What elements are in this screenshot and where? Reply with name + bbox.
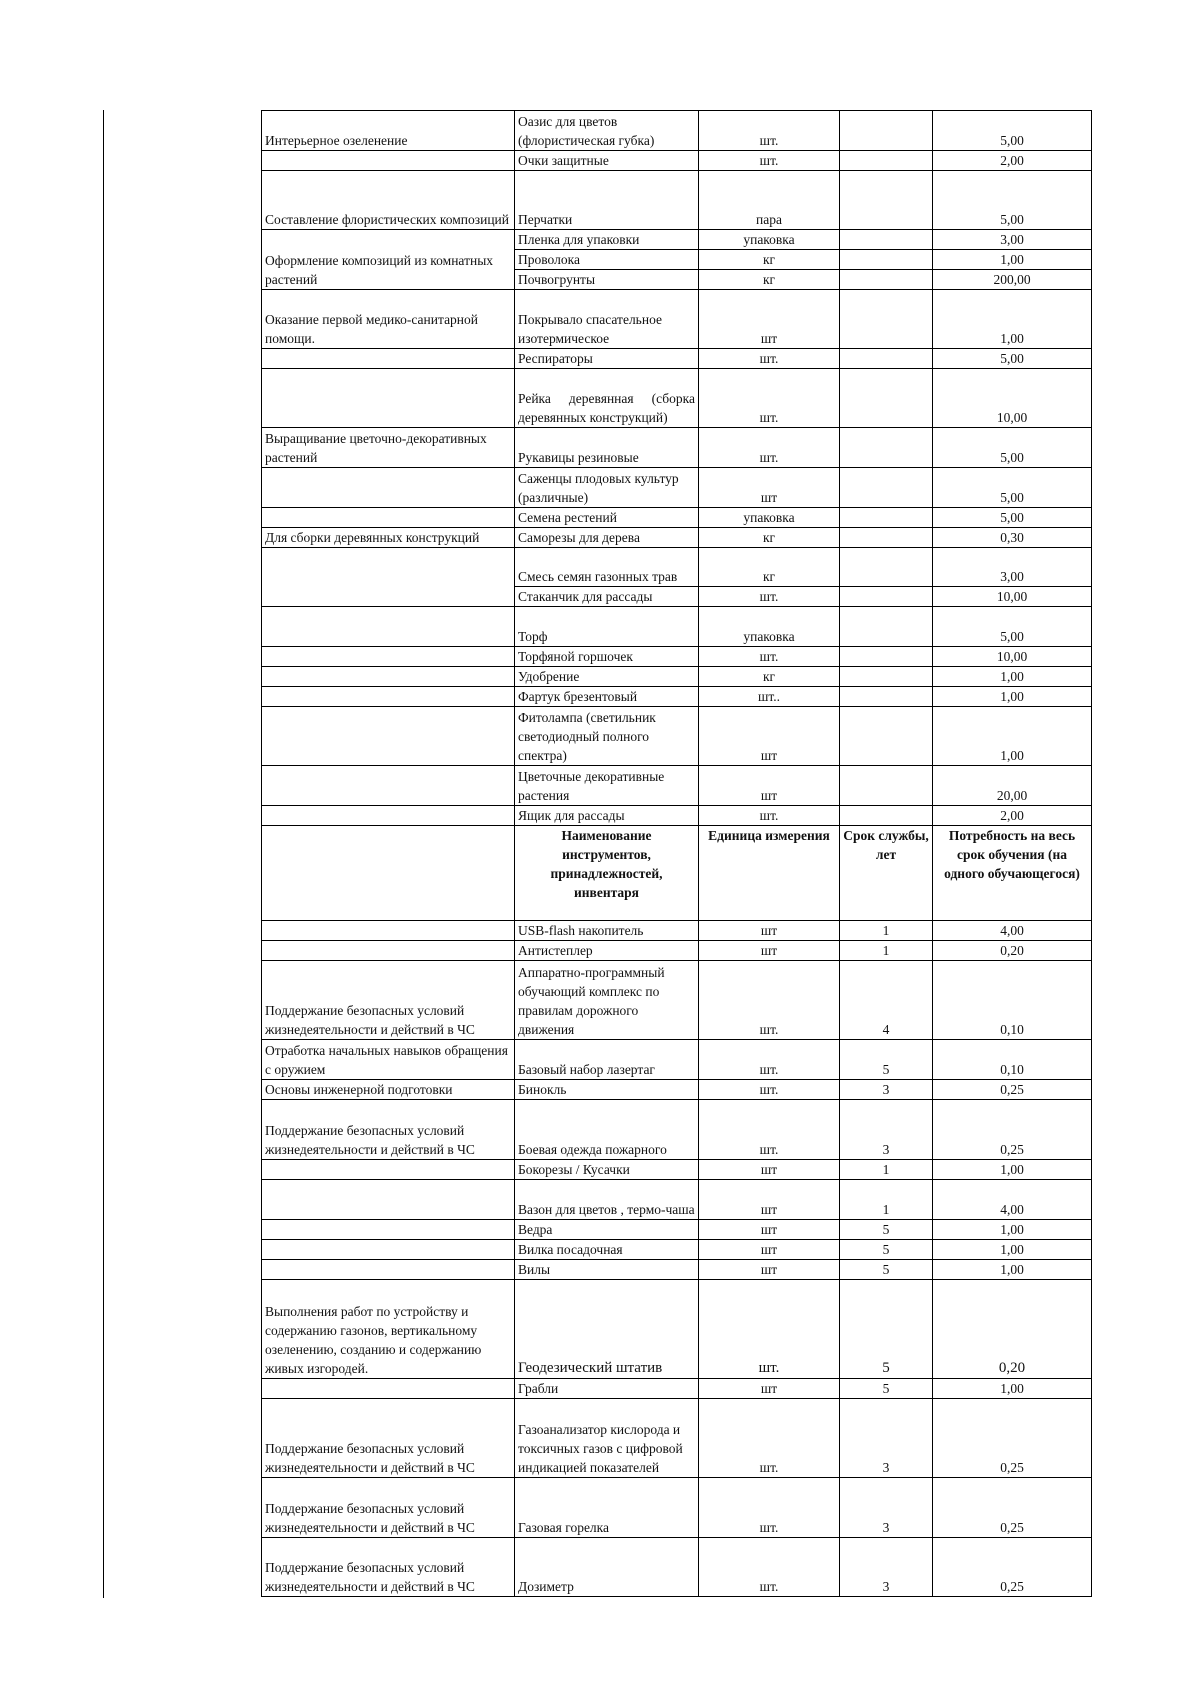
unit-cell: шт.. bbox=[699, 687, 840, 707]
service-life-cell bbox=[840, 468, 933, 508]
table-row bbox=[262, 921, 1092, 941]
activity-cell bbox=[262, 151, 515, 171]
activity-cell: Отработка начальных навыков обращения с оружием bbox=[262, 1040, 515, 1080]
unit-cell: шт bbox=[699, 941, 840, 961]
activity-cell bbox=[262, 941, 515, 961]
service-life-cell bbox=[840, 766, 933, 806]
table-row bbox=[262, 667, 1092, 687]
service-life-cell: 5 bbox=[840, 1260, 933, 1280]
need-cell: 4,00 bbox=[933, 1180, 1092, 1220]
activity-cell bbox=[262, 1260, 515, 1280]
table-row bbox=[262, 369, 1092, 428]
need-cell: 1,00 bbox=[933, 707, 1092, 766]
need-cell: 5,00 bbox=[933, 468, 1092, 508]
table-row bbox=[262, 607, 1092, 647]
unit-cell: шт. bbox=[699, 806, 840, 826]
unit-cell: шт. bbox=[699, 151, 840, 171]
need-cell: 2,00 bbox=[933, 806, 1092, 826]
item-name-cell: Боевая одежда пожарного bbox=[515, 1100, 699, 1160]
activity-cell bbox=[262, 1180, 515, 1220]
table-row bbox=[262, 508, 1092, 528]
service-life-cell: 3 bbox=[840, 1080, 933, 1100]
need-cell: 1,00 bbox=[933, 290, 1092, 349]
item-name-cell: Почвогрунты bbox=[515, 270, 699, 290]
need-cell: 10,00 bbox=[933, 369, 1092, 428]
unit-cell: шт bbox=[699, 1160, 840, 1180]
activity-cell bbox=[262, 548, 515, 607]
item-name-cell: Стаканчик для рассады bbox=[515, 587, 699, 607]
table-row bbox=[262, 766, 1092, 806]
unit-cell: кг bbox=[699, 528, 840, 548]
activity-cell: Основы инженерной подготовки bbox=[262, 1080, 515, 1100]
unit-cell: упаковка bbox=[699, 508, 840, 528]
item-name-cell: Бокорезы / Кусачки bbox=[515, 1160, 699, 1180]
activity-cell: Оформление композиций из комнатных растений bbox=[262, 230, 515, 290]
need-cell: 1,00 bbox=[933, 1260, 1092, 1280]
table-row bbox=[262, 687, 1092, 707]
table-row bbox=[262, 961, 1092, 1040]
table-row bbox=[262, 468, 1092, 508]
header-empty-cell bbox=[262, 826, 515, 921]
table-row bbox=[262, 1379, 1092, 1399]
unit-cell: шт. bbox=[699, 1538, 840, 1597]
need-cell: 0,25 bbox=[933, 1399, 1092, 1478]
service-life-cell: 5 bbox=[840, 1240, 933, 1260]
item-name-cell: Респираторы bbox=[515, 349, 699, 369]
service-life-cell bbox=[840, 369, 933, 428]
activity-cell bbox=[262, 647, 515, 667]
table-header-row bbox=[262, 826, 1092, 921]
table-row bbox=[262, 349, 1092, 369]
need-cell: 3,00 bbox=[933, 548, 1092, 587]
service-life-cell bbox=[840, 607, 933, 647]
activity-cell bbox=[262, 1240, 515, 1260]
table-row bbox=[262, 806, 1092, 826]
need-cell: 1,00 bbox=[933, 1240, 1092, 1260]
unit-cell: шт bbox=[699, 766, 840, 806]
service-life-cell bbox=[840, 667, 933, 687]
unit-cell: шт bbox=[699, 1220, 840, 1240]
table-row bbox=[262, 428, 1092, 468]
header-unit: Единица измерения bbox=[699, 826, 840, 921]
activity-cell bbox=[262, 667, 515, 687]
need-cell: 1,00 bbox=[933, 1160, 1092, 1180]
need-cell: 4,00 bbox=[933, 921, 1092, 941]
unit-cell: шт. bbox=[699, 647, 840, 667]
table-row bbox=[262, 1080, 1092, 1100]
unit-cell: шт. bbox=[699, 1478, 840, 1538]
activity-cell bbox=[262, 806, 515, 826]
unit-cell: шт. bbox=[699, 961, 840, 1040]
unit-cell: шт. bbox=[699, 428, 840, 468]
table-row bbox=[262, 1280, 1092, 1379]
item-name-cell: Цветочные декоративные растения bbox=[515, 766, 699, 806]
activity-cell: Поддержание безопасных условий жизнедеятельности и действий в ЧС bbox=[262, 1399, 515, 1478]
activity-cell bbox=[262, 468, 515, 508]
table-row bbox=[262, 230, 1092, 250]
unit-cell: шт. bbox=[699, 1080, 840, 1100]
need-cell: 0,30 bbox=[933, 528, 1092, 548]
need-cell: 1,00 bbox=[933, 667, 1092, 687]
table-row bbox=[262, 290, 1092, 349]
unit-cell: кг bbox=[699, 667, 840, 687]
table-row bbox=[262, 1040, 1092, 1080]
table-row bbox=[262, 707, 1092, 766]
inventory-table bbox=[261, 110, 1092, 1597]
unit-cell: шт. bbox=[699, 1100, 840, 1160]
unit-cell: шт. bbox=[699, 111, 840, 151]
service-life-cell bbox=[840, 528, 933, 548]
activity-cell: Поддержание безопасных условий жизнедеятельности и действий в ЧС bbox=[262, 1478, 515, 1538]
item-name-cell: Саженцы плодовых культур (различные) bbox=[515, 468, 699, 508]
need-cell: 0,20 bbox=[933, 941, 1092, 961]
table-row bbox=[262, 1180, 1092, 1220]
service-life-cell bbox=[840, 428, 933, 468]
activity-cell bbox=[262, 369, 515, 428]
activity-cell: Для сборки деревянных конструкций bbox=[262, 528, 515, 548]
service-life-cell bbox=[840, 806, 933, 826]
service-life-cell: 5 bbox=[840, 1280, 933, 1379]
service-life-cell bbox=[840, 270, 933, 290]
header-need: Потребность на весь срок обучения (на одного обучающегося) bbox=[933, 826, 1092, 921]
item-name-cell: Рукавицы резиновые bbox=[515, 428, 699, 468]
need-cell: 0,10 bbox=[933, 961, 1092, 1040]
unit-cell: шт bbox=[699, 707, 840, 766]
service-life-cell: 1 bbox=[840, 1180, 933, 1220]
need-cell: 5,00 bbox=[933, 349, 1092, 369]
activity-cell bbox=[262, 508, 515, 528]
activity-cell bbox=[262, 1160, 515, 1180]
item-name-cell: Газоанализатор кислорода и токсичных газов с цифровой индикацией показателей bbox=[515, 1399, 699, 1478]
item-name-cell: Грабли bbox=[515, 1379, 699, 1399]
service-life-cell: 3 bbox=[840, 1100, 933, 1160]
need-cell: 5,00 bbox=[933, 428, 1092, 468]
activity-cell: Поддержание безопасных условий жизнедеятельности и действий в ЧС bbox=[262, 1100, 515, 1160]
activity-cell bbox=[262, 921, 515, 941]
unit-cell: кг bbox=[699, 548, 840, 587]
item-name-cell: Смесь семян газонных трав bbox=[515, 548, 699, 587]
need-cell: 0,25 bbox=[933, 1538, 1092, 1597]
item-name-cell: Оазис для цветов (флористическая губка) bbox=[515, 111, 699, 151]
activity-cell bbox=[262, 687, 515, 707]
unit-cell: шт bbox=[699, 468, 840, 508]
item-name-cell: Ведра bbox=[515, 1220, 699, 1240]
item-name-cell: Дозиметр bbox=[515, 1538, 699, 1597]
need-cell: 3,00 bbox=[933, 230, 1092, 250]
need-cell: 5,00 bbox=[933, 171, 1092, 230]
activity-cell: Поддержание безопасных условий жизнедеятельности и действий в ЧС bbox=[262, 961, 515, 1040]
need-cell: 5,00 bbox=[933, 508, 1092, 528]
activity-cell: Поддержание безопасных условий жизнедеятельности и действий в ЧС bbox=[262, 1538, 515, 1597]
service-life-cell bbox=[840, 548, 933, 587]
item-name-cell: Антистеплер bbox=[515, 941, 699, 961]
unit-cell: шт bbox=[699, 1379, 840, 1399]
service-life-cell bbox=[840, 687, 933, 707]
table-row bbox=[262, 548, 1092, 587]
need-cell: 0,25 bbox=[933, 1080, 1092, 1100]
table-row bbox=[262, 111, 1092, 151]
unit-cell: шт. bbox=[699, 369, 840, 428]
need-cell: 1,00 bbox=[933, 687, 1092, 707]
item-name-cell: Базовый набор лазертаг bbox=[515, 1040, 699, 1080]
item-name-cell: Семена рестений bbox=[515, 508, 699, 528]
item-name-cell: Пленка для упаковки bbox=[515, 230, 699, 250]
service-life-cell: 1 bbox=[840, 941, 933, 961]
item-name-cell: Проволока bbox=[515, 250, 699, 270]
item-name-cell: Вазон для цветов , термо-чаша bbox=[515, 1180, 699, 1220]
need-cell: 2,00 bbox=[933, 151, 1092, 171]
service-life-cell: 5 bbox=[840, 1379, 933, 1399]
item-name-cell: Фитолампа (светильник светодиодный полного спектра) bbox=[515, 707, 699, 766]
header-service-life: Срок службы, лет bbox=[840, 826, 933, 921]
activity-cell: Интерьерное озеленение bbox=[262, 111, 515, 151]
service-life-cell: 1 bbox=[840, 1160, 933, 1180]
activity-cell bbox=[262, 349, 515, 369]
unit-cell: шт. bbox=[699, 1280, 840, 1379]
activity-cell: Оказание первой медико-санитарной помощи. bbox=[262, 290, 515, 349]
table-row bbox=[262, 1160, 1092, 1180]
item-name-cell: Рейка деревянная (сборка деревянных конструкций) bbox=[515, 369, 699, 428]
service-life-cell bbox=[840, 349, 933, 369]
need-cell: 20,00 bbox=[933, 766, 1092, 806]
table-row bbox=[262, 151, 1092, 171]
need-cell: 0,20 bbox=[933, 1280, 1092, 1379]
need-cell: 200,00 bbox=[933, 270, 1092, 290]
item-name-cell: Покрывало спасательное изотермическое bbox=[515, 290, 699, 349]
item-name-cell: Бинокль bbox=[515, 1080, 699, 1100]
service-life-cell bbox=[840, 250, 933, 270]
unit-cell: шт bbox=[699, 290, 840, 349]
page-margin-line bbox=[103, 110, 104, 1598]
unit-cell: шт bbox=[699, 921, 840, 941]
activity-cell: Составление флористических композиций bbox=[262, 171, 515, 230]
table-row bbox=[262, 1220, 1092, 1240]
table-row bbox=[262, 1538, 1092, 1597]
need-cell: 5,00 bbox=[933, 111, 1092, 151]
unit-cell: шт bbox=[699, 1180, 840, 1220]
need-cell: 10,00 bbox=[933, 587, 1092, 607]
unit-cell: шт. bbox=[699, 1399, 840, 1478]
unit-cell: упаковка bbox=[699, 607, 840, 647]
item-name-cell: Газовая горелка bbox=[515, 1478, 699, 1538]
unit-cell: шт. bbox=[699, 349, 840, 369]
need-cell: 5,00 bbox=[933, 607, 1092, 647]
need-cell: 0,10 bbox=[933, 1040, 1092, 1080]
need-cell: 1,00 bbox=[933, 1379, 1092, 1399]
table-row bbox=[262, 1260, 1092, 1280]
unit-cell: шт bbox=[699, 1260, 840, 1280]
item-name-cell: Удобрение bbox=[515, 667, 699, 687]
activity-cell bbox=[262, 1379, 515, 1399]
header-item-name: Наименование инструментов, принадлежностей, инвентаря bbox=[515, 826, 699, 921]
table-row bbox=[262, 1478, 1092, 1538]
item-name-cell: Саморезы для дерева bbox=[515, 528, 699, 548]
item-name-cell: Очки защитные bbox=[515, 151, 699, 171]
item-name-cell: Вилы bbox=[515, 1260, 699, 1280]
item-name-cell: Вилка посадочная bbox=[515, 1240, 699, 1260]
service-life-cell bbox=[840, 707, 933, 766]
service-life-cell: 1 bbox=[840, 921, 933, 941]
unit-cell: пара bbox=[699, 171, 840, 230]
need-cell: 0,25 bbox=[933, 1100, 1092, 1160]
activity-cell bbox=[262, 707, 515, 766]
unit-cell: шт bbox=[699, 1240, 840, 1260]
need-cell: 0,25 bbox=[933, 1478, 1092, 1538]
service-life-cell bbox=[840, 111, 933, 151]
service-life-cell bbox=[840, 171, 933, 230]
item-name-cell: Аппаратно-программный обучающий комплекс по правилам дорожного движения bbox=[515, 961, 699, 1040]
unit-cell: упаковка bbox=[699, 230, 840, 250]
service-life-cell bbox=[840, 587, 933, 607]
service-life-cell bbox=[840, 230, 933, 250]
activity-cell: Выполнения работ по устройству и содержанию газонов, вертикальному озеленению, созданию и содержанию живых изгородей. bbox=[262, 1280, 515, 1379]
item-name-cell: Торфяной горшочек bbox=[515, 647, 699, 667]
service-life-cell bbox=[840, 647, 933, 667]
item-name-cell: Перчатки bbox=[515, 171, 699, 230]
service-life-cell bbox=[840, 290, 933, 349]
table-row bbox=[262, 647, 1092, 667]
table-row bbox=[262, 1100, 1092, 1160]
need-cell: 1,00 bbox=[933, 1220, 1092, 1240]
service-life-cell: 3 bbox=[840, 1399, 933, 1478]
unit-cell: шт. bbox=[699, 1040, 840, 1080]
item-name-cell: Фартук брезентовый bbox=[515, 687, 699, 707]
table-row bbox=[262, 1399, 1092, 1478]
activity-cell bbox=[262, 1220, 515, 1240]
service-life-cell bbox=[840, 151, 933, 171]
item-name-cell: Торф bbox=[515, 607, 699, 647]
unit-cell: кг bbox=[699, 270, 840, 290]
need-cell: 10,00 bbox=[933, 647, 1092, 667]
table-row bbox=[262, 1240, 1092, 1260]
service-life-cell bbox=[840, 508, 933, 528]
need-cell: 1,00 bbox=[933, 250, 1092, 270]
table-row bbox=[262, 171, 1092, 230]
service-life-cell: 3 bbox=[840, 1538, 933, 1597]
service-life-cell: 3 bbox=[840, 1478, 933, 1538]
unit-cell: кг bbox=[699, 250, 840, 270]
table-row bbox=[262, 528, 1092, 548]
activity-cell bbox=[262, 766, 515, 806]
activity-cell: Выращивание цветочно-декоративных растений bbox=[262, 428, 515, 468]
table-row bbox=[262, 941, 1092, 961]
unit-cell: шт. bbox=[699, 587, 840, 607]
item-name-cell: Геодезический штатив bbox=[515, 1280, 699, 1379]
item-name-cell: USB-flash накопитель bbox=[515, 921, 699, 941]
service-life-cell: 4 bbox=[840, 961, 933, 1040]
service-life-cell: 5 bbox=[840, 1220, 933, 1240]
activity-cell bbox=[262, 607, 515, 647]
item-name-cell: Ящик для рассады bbox=[515, 806, 699, 826]
service-life-cell: 5 bbox=[840, 1040, 933, 1080]
